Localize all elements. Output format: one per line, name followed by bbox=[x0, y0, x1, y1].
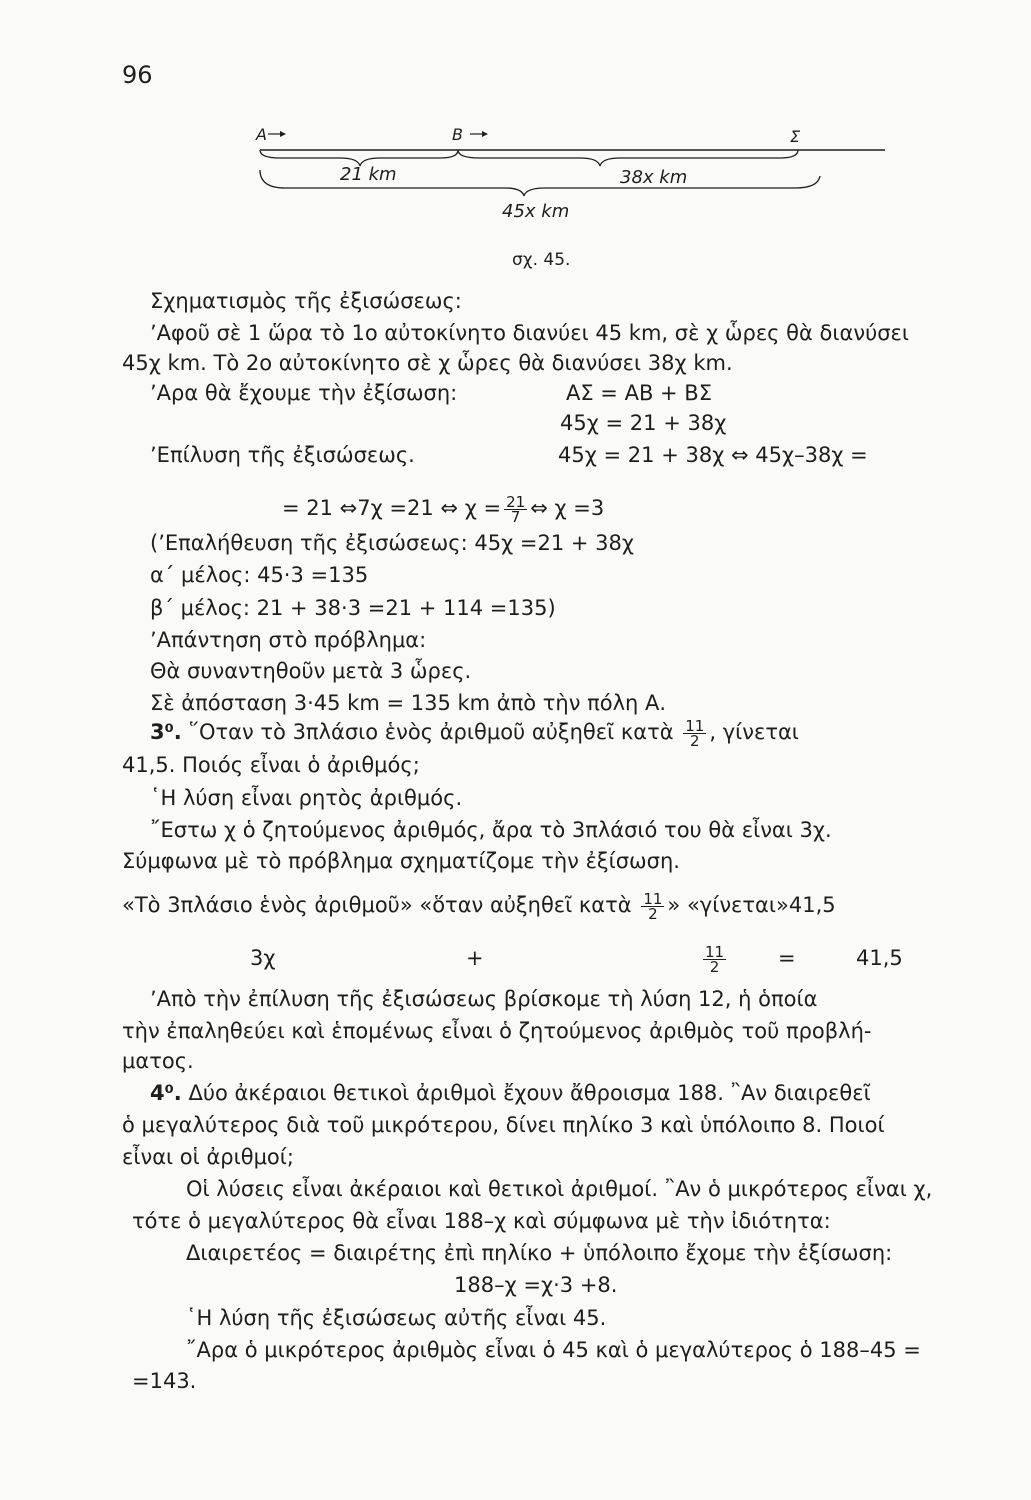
text-line: Οἱ λύσεις εἶναι ἀκέραιοι καὶ θετικοὶ ἀριθμοί. ῍Αν ὁ μικρότερος εἶναι χ, bbox=[186, 1177, 933, 1201]
text-line: β΄ μέλος: 21 + 38·3 =21 + 114 =135) bbox=[150, 596, 556, 620]
text-line: ʼΑπὸ τὴν ἐπίλυση τῆς ἐξισώσεως βρίσκομε τὴ λύση 12, ἡ ὁποία bbox=[150, 987, 818, 1011]
equation-part: 41,5 bbox=[856, 946, 903, 970]
text-part: ῞Οταν τὸ 3πλάσιο ἑνὸς ἀριθμοῦ αὐξηθεῖ κατὰ bbox=[188, 720, 674, 744]
text-line: 41,5. Ποιός εἶναι ὁ ἀριθμός; bbox=[122, 753, 420, 777]
problem-number: 3⁰. bbox=[150, 720, 182, 744]
equation: 45χ = 21 + 38χ ⇔ 45χ–38χ = bbox=[558, 443, 868, 467]
segment-ab-label: 21 km bbox=[340, 164, 397, 185]
equation-part: + bbox=[466, 946, 484, 970]
text-line: 45χ km. Τὸ 2ο αὐτοκίνητο σὲ χ ὧρες θὰ διανύσει 38χ km. bbox=[122, 351, 733, 375]
fraction-denominator: 7 bbox=[510, 507, 521, 526]
text-line: ῎Εστω χ ὁ ζητούμενος ἀριθμός, ἄρα τὸ 3πλάσιό του θὰ εἶναι 3χ. bbox=[150, 818, 832, 842]
text-line: ῎Αρα ὁ μικρότερος ἀριθμὸς εἶναι ὁ 45 καὶ ὁ μεγαλύτερος ὁ 188–45 = bbox=[186, 1338, 921, 1362]
problem-line bbox=[150, 712, 799, 752]
equation-line bbox=[282, 488, 604, 528]
figure-caption: σχ. 45. bbox=[512, 250, 571, 270]
text-line: τὴν ἐπαληθεύει καὶ ἑπομένως εἶναι ὁ ζητούμενος ἀριθμὸς τοῦ προβλή- bbox=[122, 1019, 872, 1043]
text-line: ὁ μεγαλύτερος διὰ τοῦ μικρότερου, δίνει πηλίκο 3 καὶ ὑπόλοιπο 8. Ποιοί bbox=[122, 1113, 885, 1137]
text-line bbox=[122, 885, 836, 925]
fraction bbox=[504, 492, 527, 526]
fraction-numerator: 11 bbox=[643, 889, 663, 908]
text-part: Δύο ἀκέραιοι θετικοὶ ἀριθμοὶ ἔχουν ἄθροισμα 188. ῍Αν διαιρεθεῖ bbox=[188, 1081, 871, 1105]
text-line: =143. bbox=[132, 1369, 197, 1393]
fraction-numerator: 11 bbox=[685, 716, 705, 735]
equation-part: ⇔ χ =3 bbox=[530, 496, 605, 520]
fraction bbox=[703, 942, 726, 976]
equation: ΑΣ = ΑΒ + ΒΣ bbox=[566, 381, 712, 405]
text-part: , γίνεται bbox=[709, 720, 799, 744]
text-part: «Τὸ 3πλάσιο ἑνὸς ἀριθμοῦ» «ὅταν αὐξηθεῖ κατὰ bbox=[122, 893, 632, 917]
text-line: Σὲ ἀπόσταση 3·45 km = 135 km ἀπὸ τὴν πόλη Α. bbox=[150, 691, 667, 715]
problem-line bbox=[150, 1080, 871, 1106]
equation-part: 3χ bbox=[250, 946, 276, 970]
segment-bs-label: 38x km bbox=[620, 167, 688, 188]
text-line: ʼΕπίλυση τῆς ἐξισώσεως. bbox=[150, 443, 415, 467]
equation: 188–χ =χ·3 +8. bbox=[454, 1273, 618, 1297]
fraction-wrap bbox=[700, 938, 729, 978]
point-a-label: A bbox=[256, 125, 267, 144]
text-line: (ʼΕπαλήθευση τῆς ἐξισώσεως: 45χ =21 + 38χ bbox=[150, 531, 634, 555]
text-line: εἶναι οἱ ἀριθμοί; bbox=[122, 1145, 294, 1169]
text-line: α΄ μέλος: 45·3 =135 bbox=[150, 563, 369, 587]
text-line: ῾Η λύση τῆς ἐξισώσεως αὐτῆς εἶναι 45. bbox=[186, 1306, 607, 1330]
text-line: Σχηματισμὸς τῆς ἐξισώσεως: bbox=[150, 289, 462, 313]
fraction-numerator: 21 bbox=[506, 492, 526, 511]
text-line: ʼΑρα θὰ ἔχουμε τὴν ἐξίσωση: bbox=[150, 381, 458, 405]
page-number: 96 bbox=[122, 61, 153, 89]
equation-part: = 21 ⇔7χ =21 ⇔ χ = bbox=[282, 496, 502, 520]
problem-number: 4⁰. bbox=[150, 1081, 182, 1105]
fraction-denominator: 2 bbox=[690, 731, 700, 750]
text-line: Σύμφωνα μὲ τὸ πρόβλημα σχηματίζομε τὴν ἐξίσωση. bbox=[122, 849, 680, 873]
text-line: ʼΑπάντηση στὸ πρόβλημα: bbox=[150, 628, 427, 652]
fraction bbox=[641, 889, 664, 923]
text-line: ʼΑφοῦ σὲ 1 ὥρα τὸ 1ο αὐτοκίνητο διανύει 45 km, σὲ χ ὧρες θὰ διανύσει bbox=[150, 321, 909, 345]
text-line: Θὰ συναντηθοῦν μετὰ 3 ὧρες. bbox=[150, 659, 472, 683]
point-b-label: B bbox=[452, 125, 463, 144]
point-s-label: Σ bbox=[790, 127, 801, 146]
fraction-denominator: 2 bbox=[648, 904, 658, 923]
fraction-denominator: 2 bbox=[709, 957, 720, 976]
text-part: » «γίνεται»41,5 bbox=[667, 893, 836, 917]
equation-part: = bbox=[778, 946, 796, 970]
text-line: ῾Η λύση εἶναι ρητὸς ἀριθμός. bbox=[150, 786, 463, 810]
fraction bbox=[683, 716, 706, 750]
fraction-numerator: 11 bbox=[705, 942, 725, 961]
equation: 45χ = 21 + 38χ bbox=[560, 411, 727, 435]
segment-as-label: 45x km bbox=[502, 201, 570, 222]
text-line: τότε ὁ μεγαλύτερος θὰ εἶναι 188–χ καὶ σύμφωνα μὲ τὴν ἰδιότητα: bbox=[132, 1209, 831, 1233]
distance-diagram bbox=[240, 120, 900, 230]
text-line: ματος. bbox=[122, 1049, 194, 1073]
text-line: Διαιρετέος = διαιρέτης ἐπὶ πηλίκο + ὑπόλοιπο ἔχομε τὴν ἐξίσωση: bbox=[186, 1241, 893, 1265]
